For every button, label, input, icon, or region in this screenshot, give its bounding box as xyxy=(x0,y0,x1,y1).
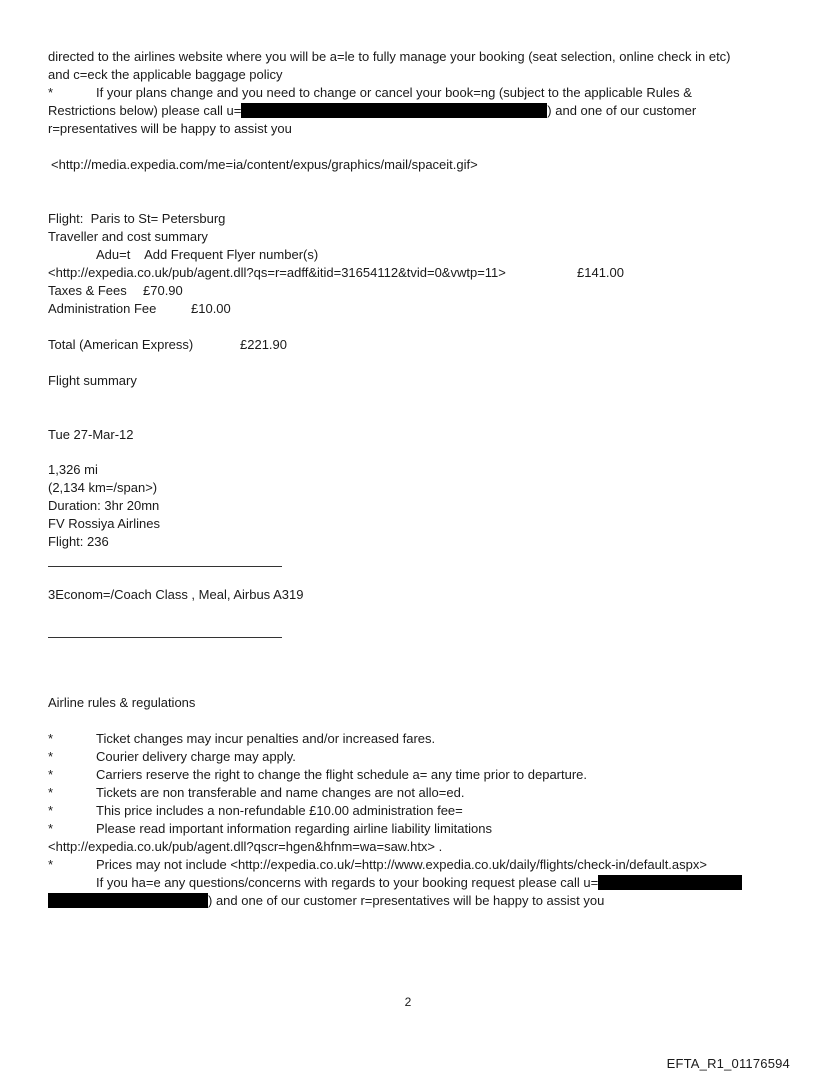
distance-km: (2,134 km=/span>) xyxy=(48,480,158,495)
rule-item: This price includes a non-refundable £10.00 administration fee= xyxy=(96,803,463,818)
questions-line-2 xyxy=(48,893,604,909)
agent-link[interactable]: <http://expedia.co.uk/pub/agent.dll?qs=r=adff&itid=31654112&tvid=0&vwtp=11> xyxy=(48,265,506,280)
intro-line-5: r=presentatives will be happy to assist you xyxy=(48,121,292,136)
intro-line-1: directed to the airlines website where you will be a=le to fully manage your booking (seat selection, online check in etc) xyxy=(48,49,731,64)
check-in-link[interactable]: Prices may not include <http://expedia.co.uk/=http://www.expedia.co.uk/daily/flights/check-in/default.aspx> xyxy=(96,857,707,872)
intro-line-4b: ) and one of our customer xyxy=(547,103,697,118)
cabin-class: 3Econom=/Coach Class , Meal, Airbus A319 xyxy=(48,587,304,602)
fare-amount: £141.00 xyxy=(577,265,624,280)
rule-item: Courier delivery charge may apply. xyxy=(96,749,296,764)
total-label: Total (American Express) xyxy=(48,337,194,352)
redaction-box xyxy=(241,103,547,118)
rule-item: Carriers reserve the right to change the flight schedule a= any time prior to departure. xyxy=(96,767,588,782)
flight-number: Flight: 236 xyxy=(48,534,109,549)
rules-heading: Airline rules & regulations xyxy=(48,695,196,710)
admin-fee-value: £10.00 xyxy=(191,301,231,316)
taxes-value: £70.90 xyxy=(143,283,183,298)
page-number: 2 xyxy=(404,995,412,1009)
distance-miles: 1,326 mi xyxy=(48,462,98,477)
divider xyxy=(48,566,282,567)
questions-text-a: If you ha=e any questions/concerns with regards to your booking request please call u= xyxy=(96,875,599,890)
rule-item: Tickets are non transferable and name changes are not allo=ed. xyxy=(96,785,465,800)
flight-duration: Duration: 3hr 20mn xyxy=(48,498,160,513)
flight-summary-heading: Flight summary xyxy=(48,373,137,388)
rule-item: Please read important information regarding airline liability limitations xyxy=(96,821,492,836)
cost-summary-heading: Traveller and cost summary xyxy=(48,229,208,244)
intro-bullet: * xyxy=(48,85,54,100)
taxes-label: Taxes & Fees xyxy=(48,283,127,298)
admin-fee-label: Administration Fee xyxy=(48,301,157,316)
rule-bullet: * xyxy=(48,749,54,764)
questions-line-1 xyxy=(96,875,742,891)
intro-line-2: and c=eck the applicable baggage policy xyxy=(48,67,283,82)
total-value: £221.90 xyxy=(240,337,287,352)
flight-title: Flight: Paris to St= Petersburg xyxy=(48,211,226,226)
rule-bullet: * xyxy=(48,821,54,836)
rule-bullet: * xyxy=(48,767,54,782)
rule-bullet: * xyxy=(48,857,54,872)
redaction-box xyxy=(598,875,742,890)
airline-name: FV Rossiya Airlines xyxy=(48,516,160,531)
document-id: EFTA_R1_01176594 xyxy=(666,1056,790,1071)
intro-line-4a: Restrictions below) please call u= xyxy=(48,103,242,118)
intro-line-3: If your plans change and you need to change or cancel your book=ng (subject to the applicable Rules & xyxy=(96,85,692,100)
adult-frequent-flyer: Adu=t Add Frequent Flyer number(s) xyxy=(96,247,319,262)
rule-bullet: * xyxy=(48,731,54,746)
rule-bullet: * xyxy=(48,803,54,818)
questions-text-b: ) and one of our customer r=presentatives will be happy to assist you xyxy=(208,893,605,908)
flight-date: Tue 27-Mar-12 xyxy=(48,427,134,442)
liability-link[interactable]: <http://expedia.co.uk/pub/agent.dll?qscr=hgen&hfnm=wa=saw.htx> . xyxy=(48,839,443,854)
redaction-box xyxy=(48,893,208,908)
spacer-image-link[interactable]: <http://media.expedia.com/me=ia/content/expus/graphics/mail/spaceit.gif> xyxy=(51,157,478,172)
intro-line-4 xyxy=(48,103,696,119)
rule-item: Ticket changes may incur penalties and/or increased fares. xyxy=(96,731,436,746)
divider xyxy=(48,637,282,638)
rule-bullet: * xyxy=(48,785,54,800)
